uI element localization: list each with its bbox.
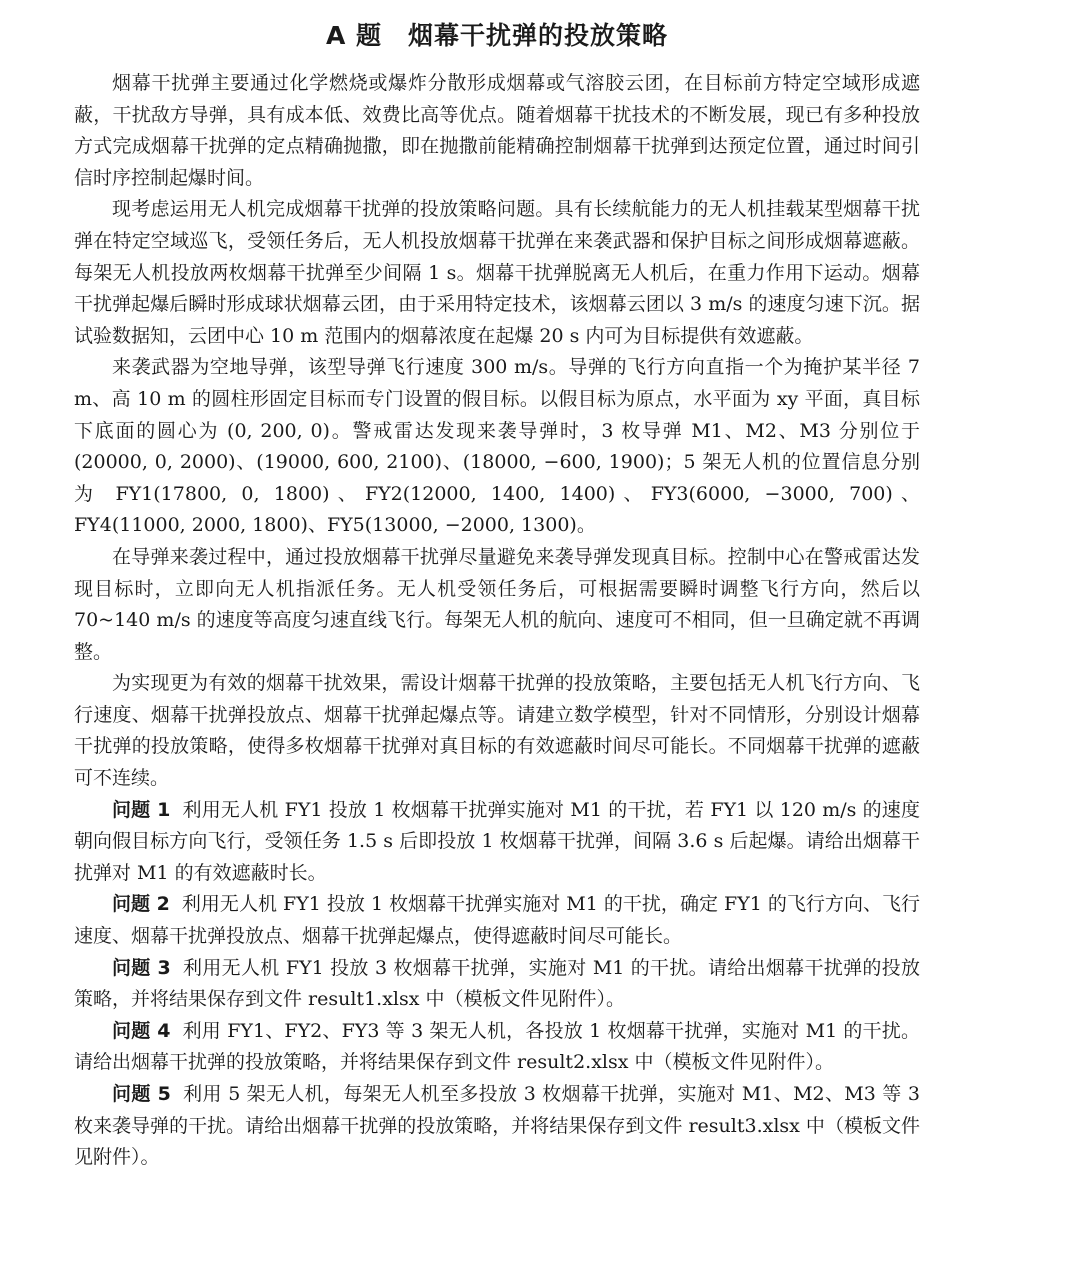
paragraph-positions: 来袭武器为空地导弹，该型导弹飞行速度 300 m/s。导弹的飞行方向直指一个为掩护某半径 7 m、高 10 m 的圆柱形固定目标而专门设置的假目标。以假目标为原点，水平面为 xy 平面，真目标下底面的圆心为 (0, 200, 0)。警戒雷达发现来袭导弹时，3 枚导弹 M1、M2、M3 分别位于 (20000, 0, 2000)、(19000, 600, 2100)、(18000, −600, 1900)；5 架无人机的位置信息分别为 FY1(17800, 0, 1800)、FY2(12000, 1400, 1400)、FY3(6000, −3000, 700)、FY4(11000, 2000, 1800)、FY5(13000, −2000, 1300)。 <box>74 356 920 537</box>
problem-2 <box>74 889 920 952</box>
paragraph-flight-rules: 在导弹来袭过程中，通过投放烟幕干扰弹尽量避免来袭导弹发现真目标。控制中心在警戒雷达发现目标时，立即向无人机指派任务。无人机受领任务后，可根据需要瞬时调整飞行方向，然后以 70~140 m/s 的速度等高度匀速直线飞行。每架无人机的航向、速度可不相同，但一旦确定就不再调整。 <box>74 545 920 663</box>
title-number: A 题 <box>325 21 383 50</box>
problem-3-label: 问题 3 <box>112 956 171 979</box>
problem-1 <box>74 795 920 890</box>
document-page <box>74 18 920 1174</box>
problem-5 <box>74 1079 920 1174</box>
paragraph-scenario: 现考虑运用无人机完成烟幕干扰弹的投放策略问题。具有长续航能力的无人机挂载某型烟幕干扰弹在特定空域巡飞，受领任务后，无人机投放烟幕干扰弹在来袭武器和保护目标之间形成烟幕遮蔽。每架无人机投放两枚烟幕干扰弹至少间隔 1 s。烟幕干扰弹脱离无人机后，在重力作用下运动。烟幕干扰弹起爆后瞬时形成球状烟幕云团，由于采用特定技术，该烟幕云团以 3 m/s 的速度匀速下沉。据试验数据知，云团中心 10 m 范围内的烟幕浓度在起爆 20 s 内可为目标提供有效遮蔽。 <box>74 198 920 347</box>
paragraph-objective: 为实现更为有效的烟幕干扰效果，需设计烟幕干扰弹的投放策略，主要包括无人机飞行方向、飞行速度、烟幕干扰弹投放点、烟幕干扰弹起爆点等。请建立数学模型，针对不同情形，分别设计烟幕干扰弹的投放策略，使得多枚烟幕干扰弹对真目标的有效遮蔽时间尽可能长。不同烟幕干扰弹的遮蔽可不连续。 <box>74 672 920 790</box>
problem-2-text: 利用无人机 FY1 投放 1 枚烟幕干扰弹实施对 M1 的干扰，确定 FY1 的飞行方向、飞行速度、烟幕干扰弹投放点、烟幕干扰弹起爆点，使得遮蔽时间尽可能长。 <box>74 893 920 948</box>
problem-1-text: 利用无人机 FY1 投放 1 枚烟幕干扰弹实施对 M1 的干扰，若 FY1 以 120 m/s 的速度朝向假目标方向飞行，受领任务 1.5 s 后即投放 1 枚烟幕干扰弹，间隔 3.6 s 后起爆。请给出烟幕干扰弹对 M1 的有效遮蔽时长。 <box>74 798 920 884</box>
title-text: 烟幕干扰弹的投放策略 <box>408 21 669 50</box>
problem-3-text: 利用无人机 FY1 投放 3 枚烟幕干扰弹，实施对 M1 的干扰。请给出烟幕干扰弹的投放策略，并将结果保存到文件 result1.xlsx 中（模板文件见附件）。 <box>74 956 920 1011</box>
problem-3 <box>74 953 920 1016</box>
document-title <box>74 18 920 54</box>
problem-4 <box>74 1016 920 1079</box>
problem-5-label: 问题 5 <box>112 1083 171 1105</box>
problem-1-label: 问题 1 <box>112 798 171 821</box>
problem-4-text: 利用 FY1、FY2、FY3 等 3 架无人机，各投放 1 枚烟幕干扰弹，实施对 M1 的干扰。请给出烟幕干扰弹的投放策略，并将结果保存到文件 result2.xlsx 中（模板文件见附件）。 <box>74 1019 920 1074</box>
problem-4-label: 问题 4 <box>112 1019 171 1042</box>
problem-2-label: 问题 2 <box>112 893 170 916</box>
paragraph-intro: 烟幕干扰弹主要通过化学燃烧或爆炸分散形成烟幕或气溶胶云团，在目标前方特定空域形成遮蔽，干扰敌方导弹，具有成本低、效费比高等优点。随着烟幕干扰技术的不断发展，现已有多种投放方式完成烟幕干扰弹的定点精确抛撒，即在抛撒前能精确控制烟幕干扰弹到达预定位置，通过时间引信时序控制起爆时间。 <box>74 72 920 189</box>
problem-5-text: 利用 5 架无人机，每架无人机至多投放 3 枚烟幕干扰弹，实施对 M1、M2、M3 等 3 枚来袭导弹的干扰。请给出烟幕干扰弹的投放策略，并将结果保存到文件 result3.xlsx 中（模板文件见附件）。 <box>74 1083 920 1169</box>
